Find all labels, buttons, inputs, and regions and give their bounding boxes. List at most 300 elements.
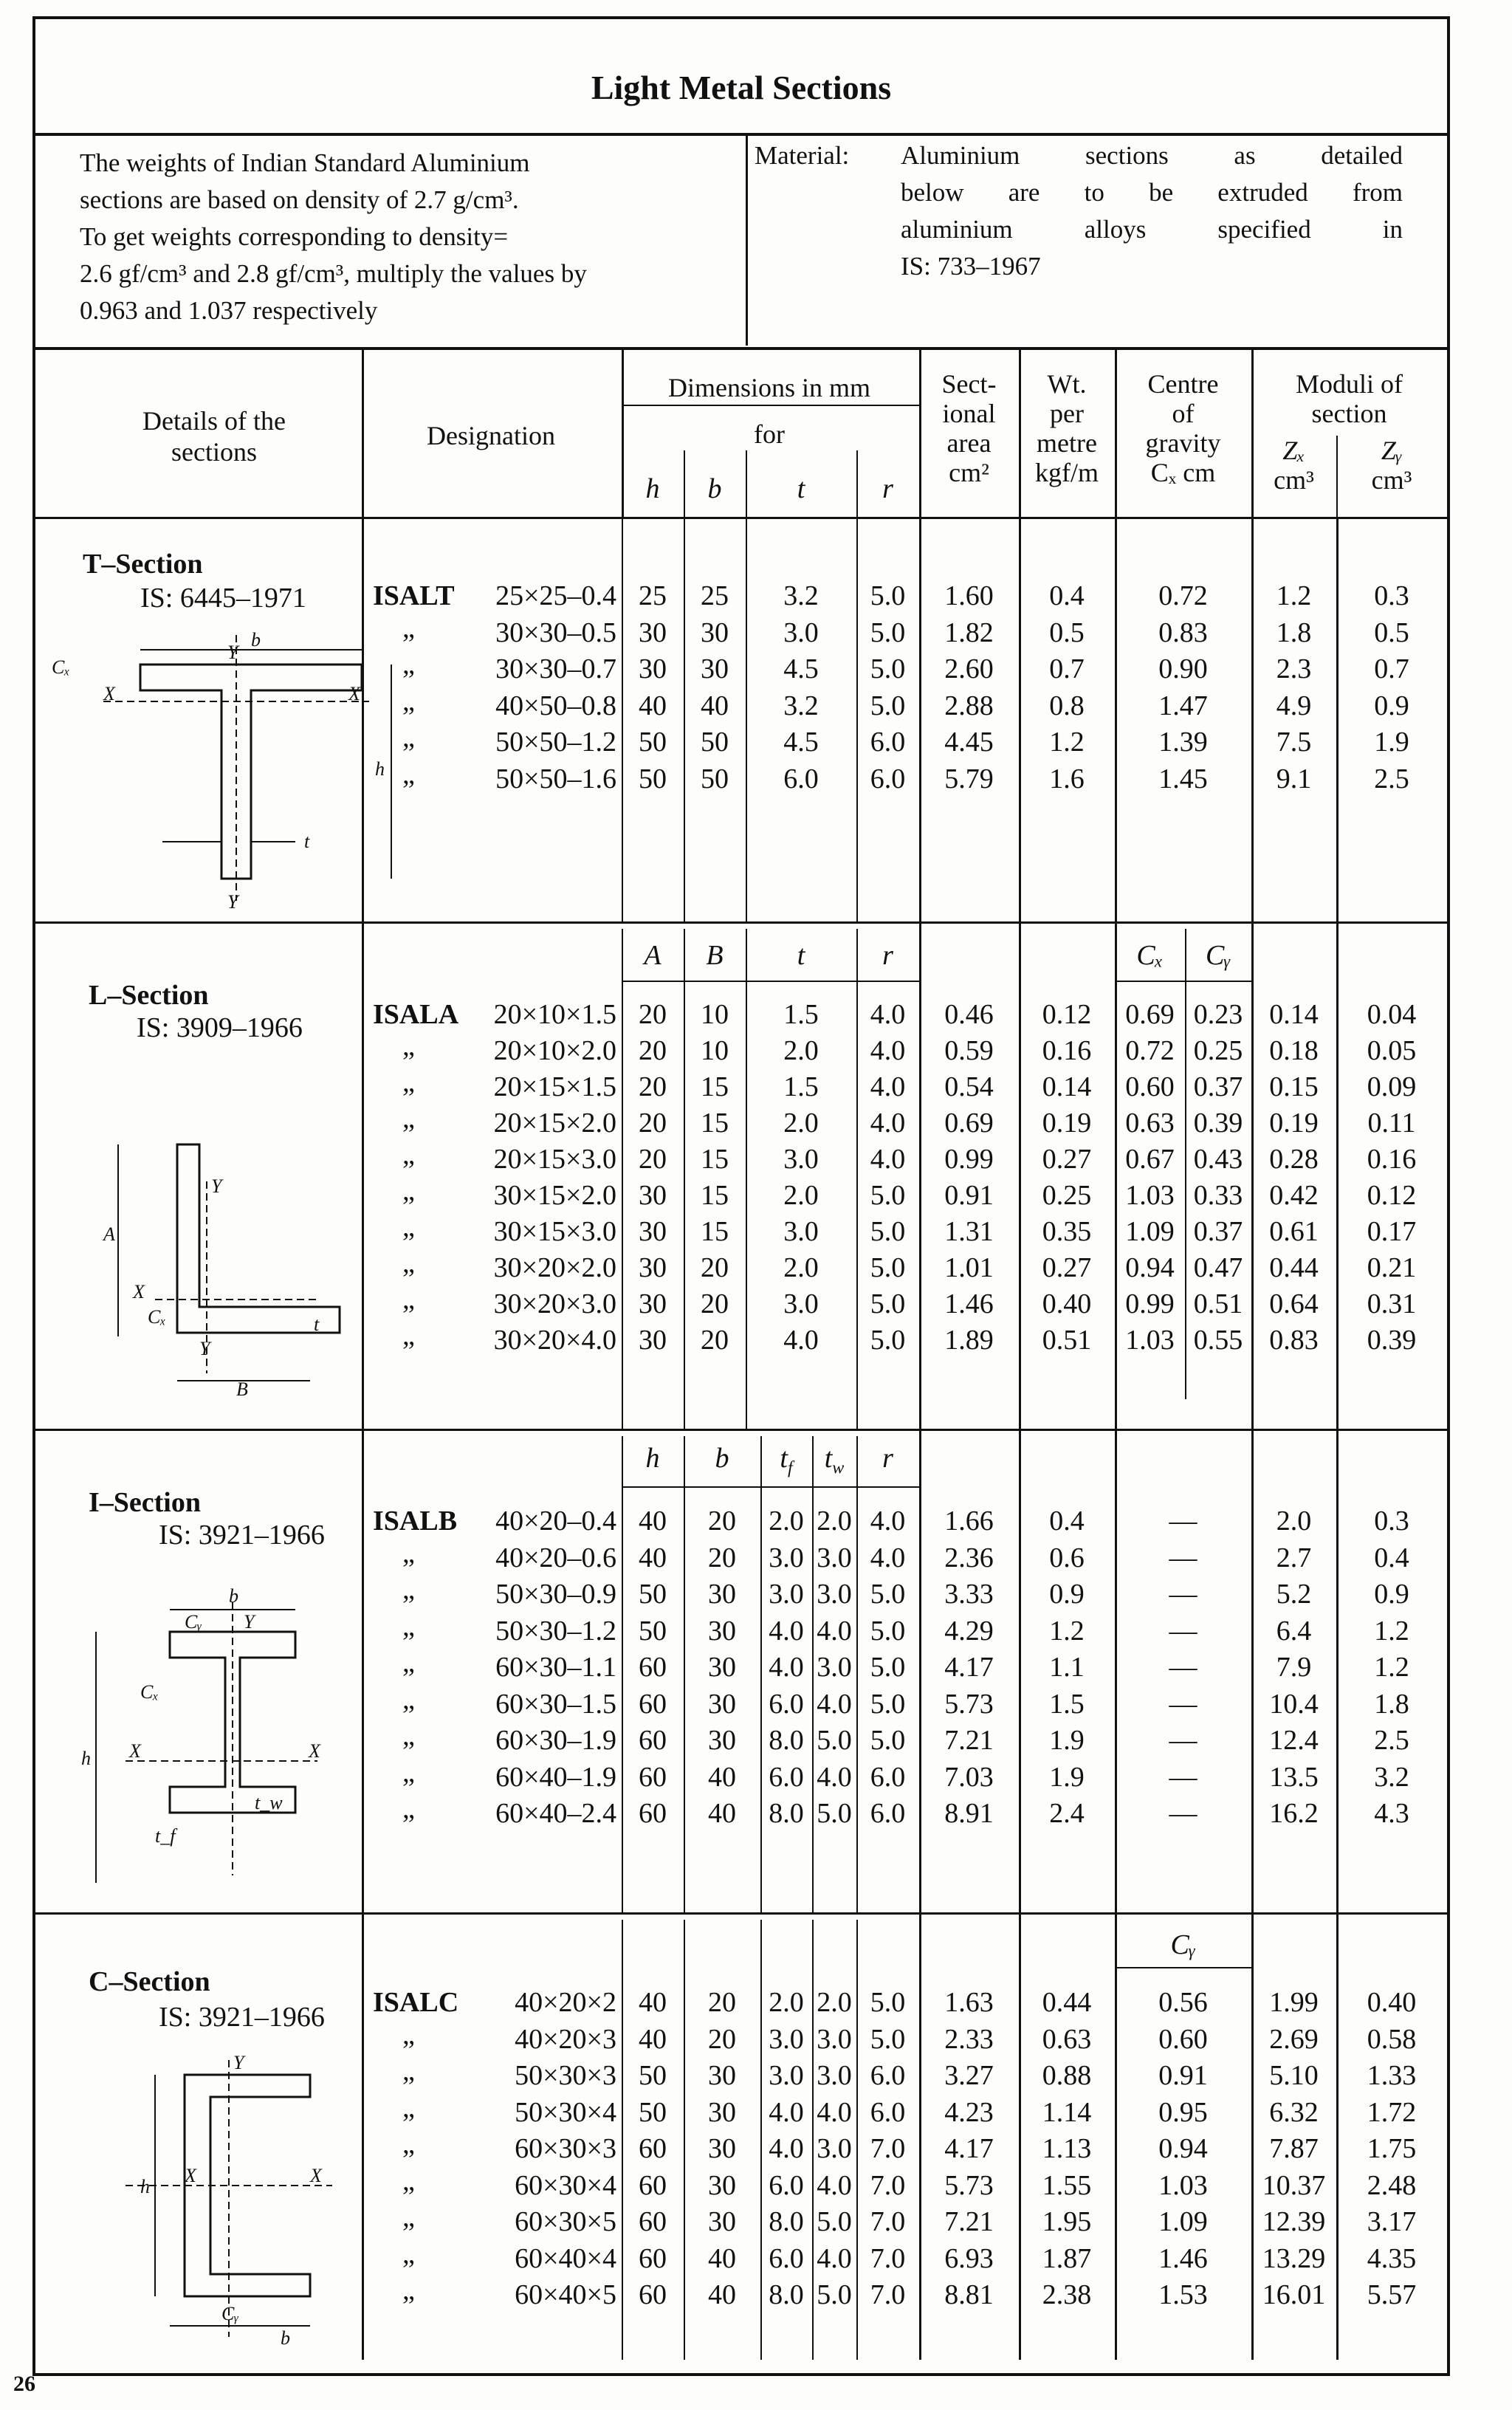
cell-value: 0.67 (1125, 1144, 1175, 1175)
cell-value: 5.73 (944, 2169, 994, 2201)
svg-text:Cₓ: Cₓ (140, 1681, 159, 1703)
cell-value: 0.59 (944, 1035, 994, 1066)
cell-value: 1.8 (1374, 1688, 1409, 1720)
cell-value: 40 (708, 2242, 736, 2274)
cell-value: 8.0 (769, 1725, 804, 1756)
cell-value: 2.36 (944, 1542, 994, 1573)
cell-value: 4.0 (783, 1325, 819, 1356)
svg-text:b: b (281, 2327, 290, 2349)
cell-value: 1.99 (1269, 1987, 1319, 2018)
cell-value: 2.4 (1049, 1798, 1085, 1829)
cell-value: 7.03 (944, 1761, 994, 1793)
cell-value: 13.5 (1269, 1761, 1319, 1793)
cell-value: 0.47 (1193, 1252, 1243, 1283)
cell-value: 20 (639, 1144, 667, 1175)
cell-value: 1.03 (1125, 1325, 1175, 1356)
cell-value: 7.0 (870, 2206, 906, 2237)
cell-value: 0.99 (944, 1144, 994, 1175)
cell-value: 1.47 (1158, 690, 1208, 721)
cell-value: 30 (708, 2169, 736, 2201)
rule (760, 1436, 762, 1912)
designation: 50×30–1.2 (495, 1615, 616, 1647)
cell-value: 20 (708, 1506, 736, 1537)
cell-value: 0.40 (1367, 1987, 1417, 2018)
cell-value: 0.60 (1158, 2023, 1208, 2055)
ditto-mark: „ (402, 1175, 415, 1206)
designation: 20×15×2.0 (493, 1108, 616, 1139)
cell-value: 7.0 (870, 2242, 906, 2274)
ditto-mark: „ (402, 685, 415, 717)
rule (856, 1920, 858, 2360)
section-name: L–Section (89, 980, 209, 1011)
cell-value: 30 (701, 653, 729, 684)
header-centre-gravity: of (1172, 399, 1195, 428)
designation: 30×15×3.0 (493, 1216, 616, 1247)
cell-value: 0.39 (1367, 1325, 1417, 1356)
cell-value: 8.91 (944, 1798, 994, 1829)
cell-value: 1.46 (1158, 2242, 1208, 2274)
rule (919, 517, 921, 921)
cell-value: 25 (701, 580, 729, 611)
cell-value: 0.9 (1374, 690, 1409, 721)
cell-value: 4.45 (944, 727, 994, 758)
cell-value: 2.5 (1374, 1725, 1409, 1756)
cell-value: 0.54 (944, 1071, 994, 1102)
cell-value: 0.46 (944, 999, 994, 1030)
cell-value: 5.0 (870, 1252, 906, 1283)
cell-value: 0.23 (1193, 999, 1243, 1030)
cell-value: 0.25 (1042, 1180, 1092, 1211)
cell-value: 8.0 (769, 2279, 804, 2310)
ditto-mark: „ (402, 1757, 415, 1788)
rule (684, 929, 685, 1429)
cell-value: 5.79 (944, 763, 994, 794)
page-title: Light Metal Sections (591, 69, 892, 106)
cell-value: 3.0 (783, 1144, 819, 1175)
svg-text:X: X (309, 1740, 320, 1762)
designation: 60×40–2.4 (495, 1798, 616, 1829)
rule (1336, 436, 1338, 517)
rule (1019, 517, 1021, 921)
cell-value: 2.48 (1367, 2169, 1417, 2201)
header-designation: Designation (427, 421, 555, 450)
cell-value: 40 (708, 1798, 736, 1829)
cell-value: 0.51 (1042, 1325, 1092, 1356)
cell-value: 4.5 (783, 653, 819, 684)
cell-value: 1.14 (1042, 2096, 1092, 2128)
cell-value: 0.35 (1042, 1216, 1092, 1247)
cell-value: — (1169, 1688, 1197, 1720)
ditto-mark: „ (402, 2238, 415, 2270)
cell-value: 0.4 (1049, 1506, 1085, 1537)
cell-value: 0.11 (1367, 1108, 1416, 1139)
rule (35, 921, 1447, 924)
cell-value: 40 (708, 1761, 736, 1793)
cell-value: 7.21 (944, 1725, 994, 1756)
designation: 60×30×4 (515, 2169, 616, 2201)
cell-value: — (1169, 1542, 1197, 1573)
rule (622, 1436, 623, 1912)
cell-value: 6.0 (870, 727, 906, 758)
svg-text:t_f: t_f (155, 1825, 176, 1847)
cell-value: 4.5 (783, 727, 819, 758)
cell-value: 4.0 (870, 1542, 906, 1573)
header-dim-r: r (882, 473, 893, 504)
cell-value: 12.4 (1269, 1725, 1319, 1756)
cell-value: 4.0 (817, 2169, 852, 2201)
cell-value: 4.35 (1367, 2242, 1417, 2274)
cell-value: 6.0 (870, 2060, 906, 2091)
cell-value: 5.0 (870, 1216, 906, 1247)
cell-value: 15 (701, 1108, 729, 1139)
cell-value: 30 (708, 1652, 736, 1683)
cell-value: 60 (639, 2169, 667, 2201)
header-area: cm² (949, 458, 989, 487)
cell-value: 4.9 (1276, 690, 1312, 721)
designation: 50×30×3 (515, 2060, 616, 2091)
cell-value: 1.09 (1158, 2206, 1208, 2237)
subheader-1: b (715, 1443, 729, 1474)
rule (746, 450, 747, 517)
designation: 25×25–0.4 (495, 580, 616, 611)
cell-value: 15 (701, 1180, 729, 1211)
cell-value: 4.0 (817, 2096, 852, 2128)
cell-value: — (1169, 1506, 1197, 1537)
cell-value: 1.89 (944, 1325, 994, 1356)
ditto-mark: „ (402, 1320, 415, 1351)
cell-value: 50 (639, 763, 667, 794)
cell-value: 2.0 (783, 1035, 819, 1066)
cell-value: 5.0 (817, 1725, 852, 1756)
cell-value: 1.82 (944, 617, 994, 648)
section-is-number: IS: 3921–1966 (159, 2002, 325, 2033)
svg-text:X: X (348, 683, 360, 704)
cell-value: 1.95 (1042, 2206, 1092, 2237)
cell-value: 0.8 (1049, 690, 1085, 721)
cell-value: 0.7 (1374, 653, 1409, 684)
section-name: T–Section (83, 549, 203, 580)
cell-value: 20 (708, 2023, 736, 2055)
cell-value: 4.0 (769, 1652, 804, 1683)
svg-text:X: X (103, 683, 115, 704)
rule (622, 981, 919, 982)
rule (1251, 1912, 1254, 2360)
ditto-mark: „ (402, 1067, 415, 1098)
cell-value: 7.21 (944, 2206, 994, 2237)
cell-value: 6.0 (769, 2242, 804, 2274)
svg-text:Y: Y (233, 2052, 244, 2073)
cell-value: 2.0 (769, 1987, 804, 2018)
cell-value: 0.09 (1367, 1071, 1417, 1102)
cell-value: 1.2 (1049, 727, 1085, 758)
designation: 40×20×2 (515, 1987, 616, 2018)
cell-value: 0.94 (1158, 2133, 1208, 2164)
rule (35, 517, 1447, 519)
svg-text:X: X (310, 2165, 322, 2186)
cell-value: 16.01 (1262, 2279, 1326, 2310)
cell-value: 3.2 (783, 580, 819, 611)
cell-value: 20 (639, 1035, 667, 1066)
cell-value: 7.0 (870, 2133, 906, 2164)
cell-value: 7.0 (870, 2279, 906, 2310)
rule (684, 450, 685, 517)
header-centre-gravity: Centre (1147, 369, 1219, 399)
cell-value: 0.40 (1042, 1288, 1092, 1319)
cell-value: 30 (708, 1615, 736, 1647)
cell-value: 5.0 (817, 2279, 852, 2310)
svg-text:h: h (140, 2176, 150, 2197)
cell-value: 4.0 (870, 1506, 906, 1537)
cell-value: 60 (639, 1652, 667, 1683)
cell-value: 0.88 (1042, 2060, 1092, 2091)
cell-value: 4.0 (769, 2096, 804, 2128)
ditto-mark: „ (402, 758, 415, 790)
designation: 30×30–0.7 (495, 653, 616, 684)
ditto-mark: „ (402, 1793, 415, 1824)
cell-value: 4.0 (817, 2242, 852, 2274)
cell-value: 6.0 (870, 763, 906, 794)
cell-value: 60 (639, 1725, 667, 1756)
cell-value: 2.88 (944, 690, 994, 721)
cell-value: 1.39 (1158, 727, 1208, 758)
cell-value: 5.2 (1276, 1579, 1312, 1610)
header-zy: Zᵧ (1381, 436, 1403, 465)
svg-text:Cᵧ: Cᵧ (221, 2303, 239, 2324)
cell-value: 4.17 (944, 2133, 994, 2164)
rule (746, 134, 748, 346)
rule (1115, 921, 1117, 1429)
cell-value: 0.19 (1042, 1108, 1092, 1139)
svg-text:Cᵧ: Cᵧ (185, 1611, 202, 1633)
designation-prefix: ISALC (373, 1987, 459, 2018)
cell-value: 0.63 (1042, 2023, 1092, 2055)
rule (1336, 1429, 1339, 1912)
cell-value: — (1169, 1725, 1197, 1756)
cell-value: 0.12 (1367, 1180, 1417, 1211)
cell-value: 3.0 (769, 1542, 804, 1573)
designation: 50×50–1.2 (495, 727, 616, 758)
cell-value: 3.0 (817, 2133, 852, 2164)
cell-value: 40 (639, 1542, 667, 1573)
cell-value: 5.0 (817, 2206, 852, 2237)
section-name: C–Section (89, 1966, 210, 1997)
cell-value: 0.83 (1269, 1325, 1319, 1356)
cell-value: 2.7 (1276, 1542, 1312, 1573)
diagram-l-section (96, 1130, 362, 1410)
subheader-5: Cᵧ (1205, 940, 1231, 971)
designation: 50×50–1.6 (495, 763, 616, 794)
cell-value: 3.0 (817, 1652, 852, 1683)
cell-value: 2.3 (1276, 653, 1312, 684)
cell-value: 30 (639, 617, 667, 648)
header-zy-unit: cm³ (1371, 465, 1412, 495)
cell-value: 16.2 (1269, 1798, 1319, 1829)
cell-value: 5.0 (817, 1798, 852, 1829)
cell-value: 3.0 (769, 2060, 804, 2091)
rule (1115, 1912, 1117, 2360)
cell-value: — (1169, 1761, 1197, 1793)
cell-value: 1.03 (1125, 1180, 1175, 1211)
cell-value: 2.0 (783, 1108, 819, 1139)
rule (746, 929, 747, 1429)
cell-value: 2.5 (1374, 763, 1409, 794)
cell-value: 1.31 (944, 1216, 994, 1247)
designation: 60×30–1.1 (495, 1652, 616, 1683)
cell-value: 0.31 (1367, 1288, 1417, 1319)
rule (1019, 1912, 1021, 2360)
cell-value: 0.17 (1367, 1216, 1417, 1247)
cell-value: 1.5 (783, 1071, 819, 1102)
svg-text:Cₓ: Cₓ (148, 1306, 166, 1328)
cell-value: 12.39 (1262, 2206, 1326, 2237)
cell-value: 7.87 (1269, 2133, 1319, 2164)
cell-value: 25 (639, 580, 667, 611)
ditto-mark: „ (402, 2056, 415, 2087)
cell-value: 5.0 (870, 1615, 906, 1647)
rule (35, 347, 1447, 350)
cell-value: 30 (708, 2133, 736, 2164)
cell-value: 0.4 (1374, 1542, 1409, 1573)
rule (684, 1436, 685, 1912)
cell-value: 0.69 (1125, 999, 1175, 1030)
cell-value: 3.0 (817, 2023, 852, 2055)
cell-value: 0.39 (1193, 1108, 1243, 1139)
header-dim-t: t (797, 473, 805, 504)
rule (856, 1436, 858, 1912)
cell-value: 0.51 (1193, 1288, 1243, 1319)
cell-value: 30 (639, 1325, 667, 1356)
cell-value: 1.1 (1049, 1652, 1085, 1683)
cell-value: 40 (639, 690, 667, 721)
ditto-mark: „ (402, 2202, 415, 2233)
cell-value: — (1169, 1652, 1197, 1683)
cell-value: 30 (639, 1252, 667, 1283)
cell-value: 1.46 (944, 1288, 994, 1319)
cell-value: 20 (701, 1325, 729, 1356)
intro-line: To get weights corresponding to density= (80, 222, 509, 251)
cell-value: 0.72 (1158, 580, 1208, 611)
cell-value: — (1169, 1579, 1197, 1610)
cell-value: 2.0 (817, 1987, 852, 2018)
material-line: Aluminium sections as detailed (901, 141, 1403, 170)
header-weight: kgf/m (1035, 458, 1099, 487)
ditto-mark: „ (402, 1610, 415, 1642)
cell-value: 4.23 (944, 2096, 994, 2128)
cell-value: 1.53 (1158, 2279, 1208, 2310)
ditto-mark: „ (402, 1537, 415, 1569)
cell-value: 20 (639, 1108, 667, 1139)
section-is-number: IS: 6445–1971 (140, 583, 306, 614)
cell-value: 5.0 (870, 1725, 906, 1756)
cell-value: 0.37 (1193, 1071, 1243, 1102)
cell-value: 60 (639, 2242, 667, 2274)
header-centre-gravity: gravity (1145, 428, 1221, 458)
svg-text:A: A (103, 1223, 115, 1245)
cell-value: 5.0 (870, 653, 906, 684)
cell-value: 0.56 (1158, 1987, 1208, 2018)
cell-value: 2.0 (1276, 1506, 1312, 1537)
cell-value: 0.28 (1269, 1144, 1319, 1175)
ditto-mark: „ (402, 722, 415, 753)
cell-value: 50 (639, 2096, 667, 2128)
cell-value: 30 (708, 1579, 736, 1610)
cell-value: 4.0 (817, 1615, 852, 1647)
cell-value: 50 (639, 2060, 667, 2091)
section-is-number: IS: 3909–1966 (137, 1012, 303, 1043)
rule (684, 517, 685, 921)
rule (1115, 517, 1117, 921)
cell-value: 0.69 (944, 1108, 994, 1139)
cell-value: 0.4 (1049, 580, 1085, 611)
cell-value: 6.0 (769, 2169, 804, 2201)
cell-value: 5.0 (870, 1180, 906, 1211)
designation: 20×15×1.5 (493, 1071, 616, 1102)
section-is-number: IS: 3921–1966 (159, 1520, 325, 1551)
cell-value: 0.58 (1367, 2023, 1417, 2055)
cell-value: 6.0 (870, 2096, 906, 2128)
ditto-mark: „ (402, 2275, 415, 2306)
rule (1251, 517, 1254, 921)
cell-value: 0.3 (1374, 580, 1409, 611)
cell-value: 6.0 (783, 763, 819, 794)
cell-value: 60 (639, 2279, 667, 2310)
ditto-mark: „ (402, 1284, 415, 1315)
designation: 40×20–0.4 (495, 1506, 616, 1537)
cell-value: 1.63 (944, 1987, 994, 2018)
cell-value: 2.60 (944, 653, 994, 684)
svg-text:t: t (314, 1314, 320, 1335)
intro-line: sections are based on density of 2.7 g/cm³. (80, 185, 519, 214)
cell-value: 60 (639, 1798, 667, 1829)
cell-value: 0.43 (1193, 1144, 1243, 1175)
rule (919, 1429, 921, 1912)
cell-value: 3.27 (944, 2060, 994, 2091)
cell-value: 3.33 (944, 1579, 994, 1610)
cell-value: 50 (701, 727, 729, 758)
cell-value: 3.2 (1374, 1761, 1409, 1793)
cell-value: 1.2 (1374, 1615, 1409, 1647)
rule (622, 1486, 919, 1488)
cell-value: 5.0 (870, 1579, 906, 1610)
cell-value: 1.87 (1042, 2242, 1092, 2274)
cell-value: 0.9 (1049, 1579, 1085, 1610)
cell-value: 0.63 (1125, 1108, 1175, 1139)
cell-value: 0.94 (1125, 1252, 1175, 1283)
cell-value: 1.09 (1125, 1216, 1175, 1247)
cell-value: 1.33 (1367, 2060, 1417, 2091)
designation: 40×20–0.6 (495, 1542, 616, 1573)
subheader-4: Cₓ (1136, 940, 1164, 971)
cell-value: 10 (701, 999, 729, 1030)
cell-value: 0.60 (1125, 1071, 1175, 1102)
cell-value: 3.0 (783, 1216, 819, 1247)
cell-value: 1.66 (944, 1506, 994, 1537)
cell-value: 0.44 (1042, 1987, 1092, 2018)
designation: 60×40×5 (515, 2279, 616, 2310)
header-centre-gravity: Cₓ cm (1150, 458, 1216, 487)
svg-text:B: B (236, 1379, 248, 1400)
subheader-0: A (644, 940, 662, 971)
rule (1019, 921, 1021, 1429)
subheader-0: h (645, 1443, 660, 1474)
rule (1336, 1912, 1339, 2360)
cell-value: 1.55 (1042, 2169, 1092, 2201)
cell-value: 0.37 (1193, 1216, 1243, 1247)
diagram-i-section (74, 1565, 340, 1890)
svg-text:X: X (133, 1281, 145, 1302)
designation: 60×40×4 (515, 2242, 616, 2274)
rule (1115, 981, 1251, 982)
